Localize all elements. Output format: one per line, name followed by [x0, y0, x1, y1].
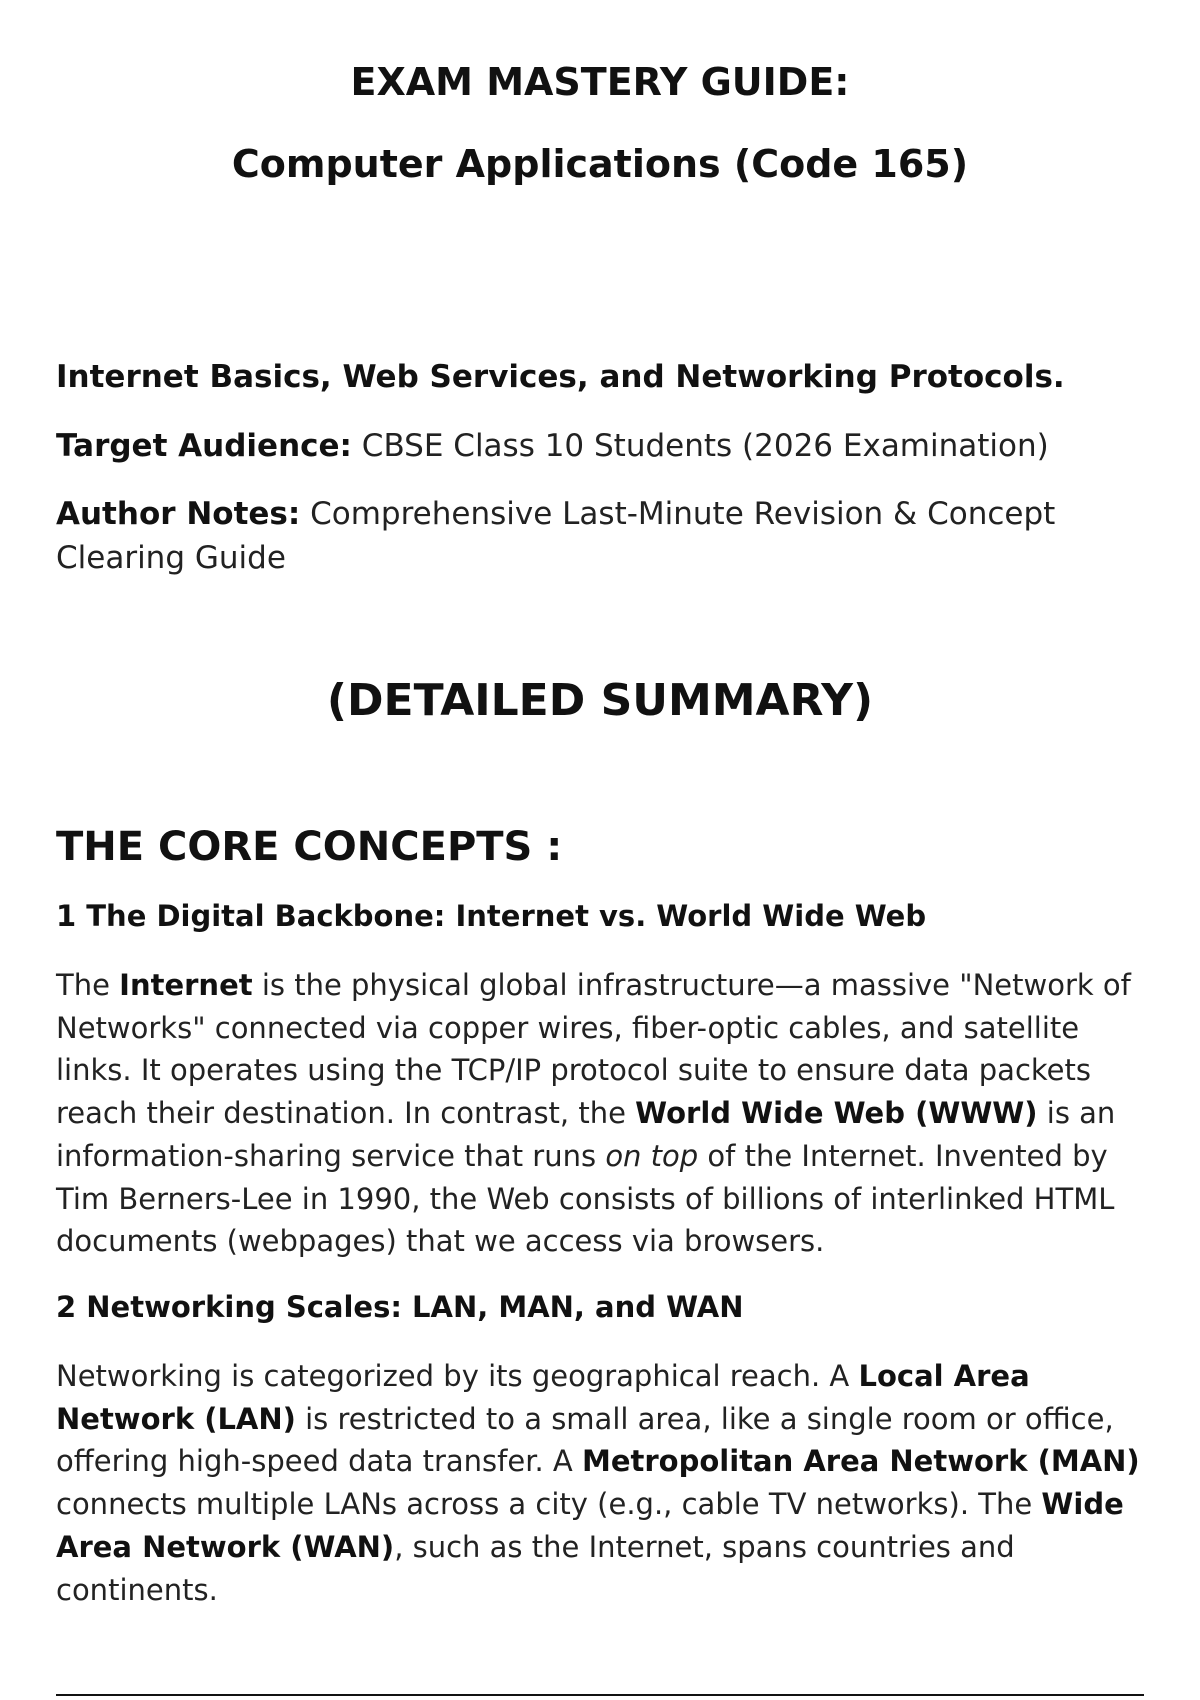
text-run: , such as the Internet, spans countries and continents. [56, 1529, 1015, 1607]
author-notes-line [56, 492, 1146, 580]
bold-term-www: World Wide Web (WWW) [635, 1096, 1038, 1131]
text-run: is an information-sharing service that runs [56, 1096, 1116, 1173]
text-run: connects multiple LANs across a city (e.g., cable TV networks). The [56, 1487, 1042, 1522]
author-notes-value: Comprehensive Last-Minute Revision & Concept Clearing Guide [56, 496, 1056, 576]
guide-title: EXAM MASTERY GUIDE: [350, 60, 850, 104]
italic-phrase: on top [605, 1138, 699, 1173]
bold-term-internet: Internet [119, 968, 253, 1002]
bold-term-lan: Local Area Network (LAN) [56, 1359, 1030, 1436]
text-run: is the physical global infrastructure—a massive "Network of Networks" connected via copper wires, fiber-optic cables, and satellite links. It operates using the TCP/IP protocol suite to ensure data packets reach their destination. In contrast, the [56, 968, 1131, 1131]
text-run: is restricted to a small area, like a single room or office, offering high-speed data transfer. A [56, 1401, 1114, 1479]
target-audience-line [56, 424, 1146, 468]
detailed-summary-heading: (DETAILED SUMMARY) [326, 675, 874, 726]
section-2-paragraph [56, 1355, 1146, 1611]
section-1-paragraph [56, 964, 1146, 1263]
core-concepts-heading: THE CORE CONCEPTS : [56, 824, 563, 870]
text-run: The [56, 968, 120, 1002]
bold-term-man: Metropolitan Area Network (MAN) [581, 1444, 1140, 1479]
author-notes-label: Author Notes: [56, 496, 301, 532]
section-1-heading: 1 The Digital Backbone: Internet vs. World Wide Web [56, 899, 927, 933]
guide-subtitle: Computer Applications (Code 165) [231, 142, 969, 186]
target-audience-label: Target Audience: [56, 428, 352, 464]
target-audience-value: CBSE Class 10 Students (2026 Examination) [351, 428, 1049, 464]
page-divider [56, 1694, 1144, 1696]
text-run: of the Internet. Invented by Tim Berners-Lee in 1990, the Web consists of billions of interlinked HTML documents (webpages) that we access via browsers. [56, 1138, 1115, 1259]
section-2-heading: 2 Networking Scales: LAN, MAN, and WAN [56, 1290, 744, 1324]
text-run: Networking is categorized by its geographical reach. A [56, 1359, 859, 1393]
topic-line: Internet Basics, Web Services, and Networking Protocols. [56, 359, 1065, 395]
bold-term-wan: Wide Area Network (WAN) [56, 1487, 1124, 1564]
